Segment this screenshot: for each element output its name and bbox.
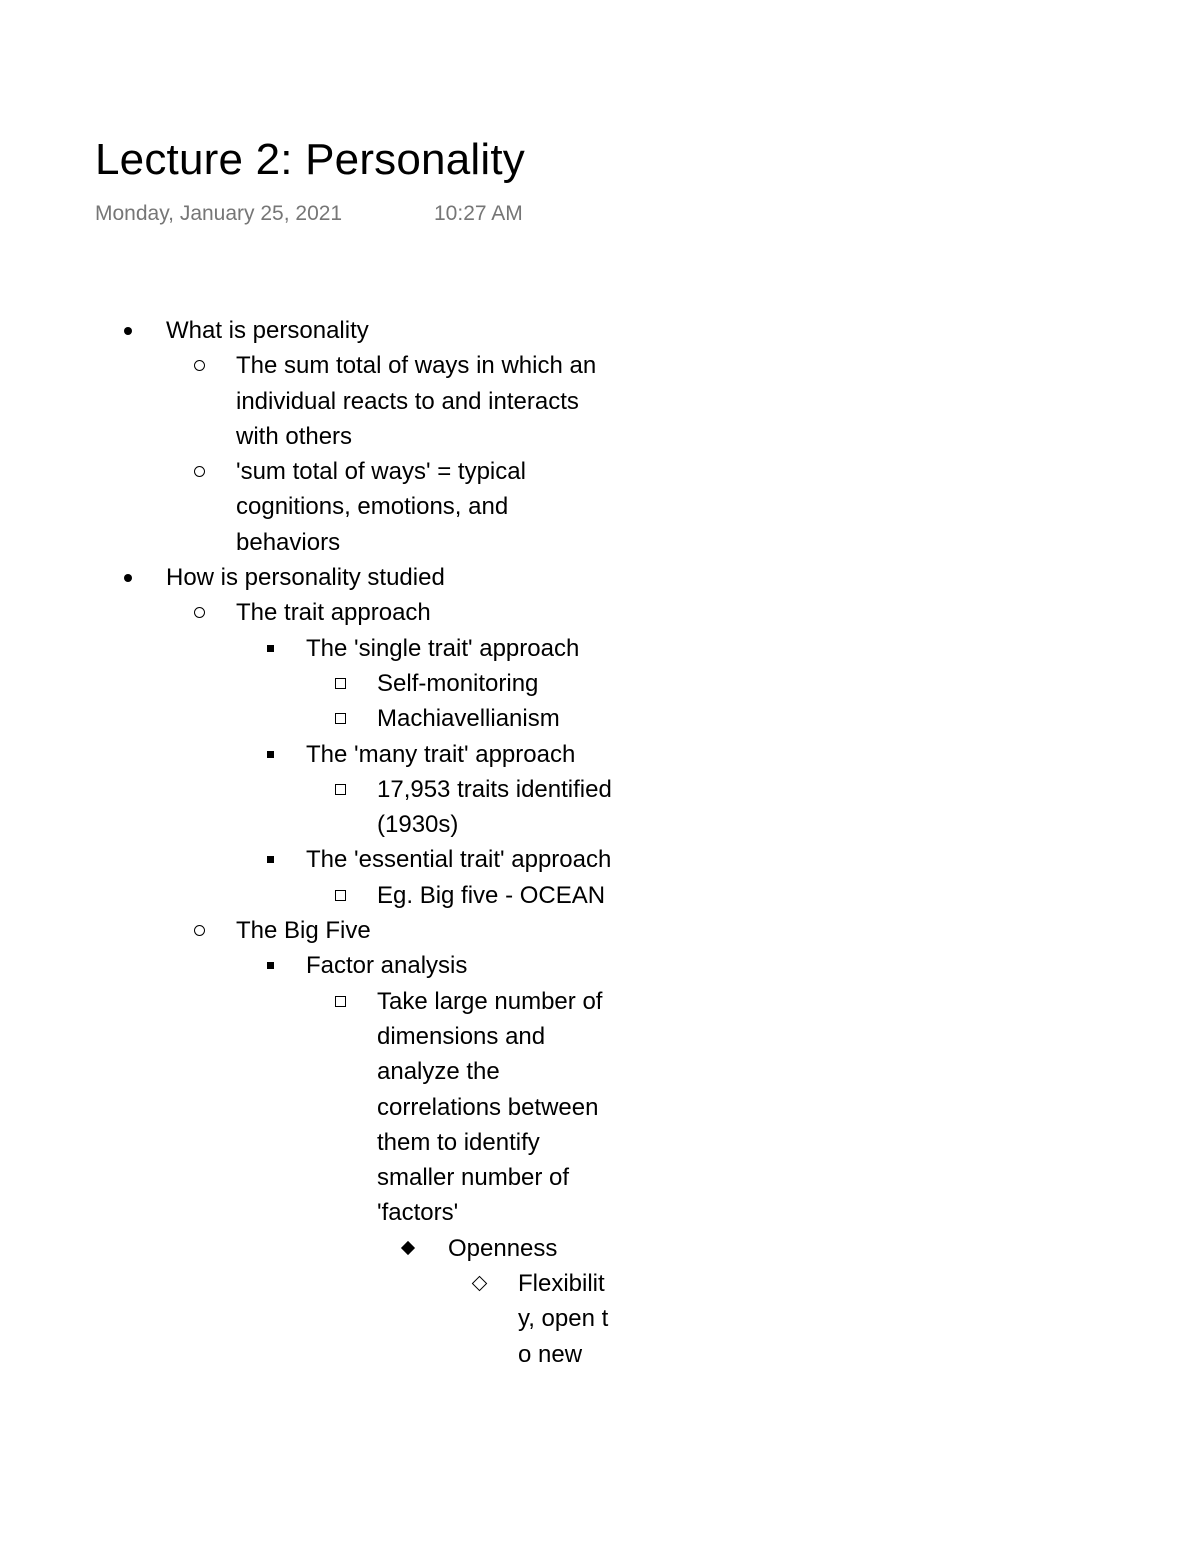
filled-diamond-icon [397,1231,419,1266]
outline-item [0,701,1200,736]
outline-item-text: 'sum total of ways' = typical cognitions, emotions, and behaviors [236,458,526,556]
outline-item-text: The 'essential trait' approach [306,846,612,874]
hollow-square-icon [330,701,350,736]
outline-item-text: Eg. Big five - OCEAN [377,881,606,909]
hollow-circle-icon [188,454,210,489]
hollow-square-icon [330,984,350,1019]
filled-circle-icon [118,313,138,348]
outline-item-text: 17,953 traits identified (1930s) [377,775,612,839]
outline-item-text: The 'single trait' approach [306,634,580,662]
outline-item-text: Factor analysis [306,952,468,980]
outline-item [0,984,1200,1231]
outline-item [0,313,1200,348]
hollow-circle-icon [188,913,210,948]
outline-item [0,666,1200,701]
outline-item [0,913,1200,948]
outline-item-text: Self-monitoring [377,669,539,697]
filled-square-icon [260,948,280,983]
outline-item [0,454,1200,560]
note-time: 10:27 AM [434,202,523,225]
outline-item [0,842,1200,877]
outline-item-text: How is personality studied [166,564,445,592]
outline-item [0,1231,1200,1266]
outline-item [0,878,1200,913]
outline-item [0,560,1200,595]
note-date: Monday, January 25, 2021 [95,202,343,225]
outline-item-text: Take large number of dimensions and analyze the correlations between them to identify smaller number of 'factors' [377,987,603,1227]
note-outline [0,313,1200,1372]
outline-item-text: Openness [448,1234,558,1262]
hollow-square-icon [330,878,350,913]
outline-item [0,948,1200,983]
hollow-square-icon [330,772,350,807]
hollow-circle-icon [188,595,210,630]
outline-item [0,631,1200,666]
filled-circle-icon [118,560,138,595]
hollow-square-icon [330,666,350,701]
hollow-circle-icon [188,348,210,383]
outline-item-text: Flexibility, open to new [518,1270,609,1368]
outline-item-text: The trait approach [236,599,431,627]
outline-item [0,595,1200,630]
outline-item-text: What is personality [166,317,369,344]
filled-square-icon [260,631,280,666]
outline-item [0,1266,1200,1372]
page-title: Lecture 2: Personality [95,135,525,184]
filled-square-icon [260,737,280,772]
outline-item [0,348,1200,454]
outline-item-text: The 'many trait' approach [306,740,576,768]
outline-item-text: The sum total of ways in which an individual reacts to and interacts with others [236,352,597,450]
filled-square-icon [260,842,280,877]
hollow-diamond-icon [467,1266,491,1301]
outline-item-text: Machiavellianism [377,705,560,733]
outline-item-text: The Big Five [236,917,371,945]
outline-item [0,737,1200,772]
outline-item [0,772,1200,843]
